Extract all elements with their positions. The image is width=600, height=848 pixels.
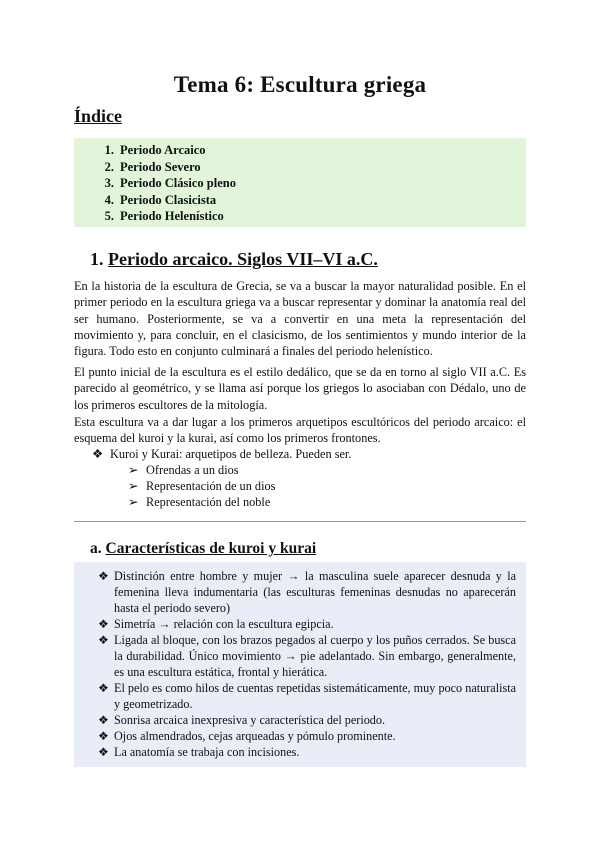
arrow-bullet-icon: ➢ xyxy=(128,495,139,509)
sub-bullet-text: Representación de un dios xyxy=(146,479,276,493)
sub-bullet xyxy=(128,462,239,478)
toc-item[interactable] xyxy=(92,192,526,209)
characteristic-item xyxy=(98,680,516,712)
toc-item-label: Periodo Clasicista xyxy=(120,192,217,207)
diamond-bullet-icon: ❖ xyxy=(98,745,109,759)
section-heading xyxy=(90,249,378,270)
arrow-bullet-icon: ➢ xyxy=(128,479,139,493)
toc-item-label: Periodo Arcaico xyxy=(120,143,206,157)
diamond-bullet-icon: ❖ xyxy=(98,569,109,583)
characteristic-item xyxy=(98,616,516,632)
toc-item-label: Periodo Helenístico xyxy=(120,209,224,223)
subsection-letter: a. xyxy=(90,540,102,557)
toc-item[interactable] xyxy=(92,142,526,159)
toc-item-number: 2. xyxy=(104,159,114,174)
characteristic-item xyxy=(98,632,516,680)
toc-item[interactable] xyxy=(92,208,526,225)
characteristic-text: La anatomía se trabaja con incisiones. xyxy=(114,745,300,759)
characteristic-text: Sonrisa arcaica inexpresiva y característica del periodo. xyxy=(114,713,386,727)
sub-bullet xyxy=(128,478,275,494)
subsection-title: Características de kuroi y kurai xyxy=(105,540,317,557)
characteristic-text: El pelo es como hilos de cuentas repetidas sistemáticamente, muy poco naturalista y geometrizado. xyxy=(114,681,516,711)
characteristic-item xyxy=(98,712,516,728)
index-heading: Índice xyxy=(74,106,123,126)
characteristics-box xyxy=(74,562,526,767)
sub-bullet-text: Ofrendas a un dios xyxy=(146,463,239,477)
section-title: Periodo arcaico. Siglos VII–VI a.C. xyxy=(108,249,378,269)
toc-item-number: 3. xyxy=(104,176,114,190)
sub-bullet xyxy=(128,494,270,510)
section-number: 1. xyxy=(90,249,104,269)
bullet-kuroi-kurai xyxy=(92,446,351,462)
diamond-bullet-icon: ❖ xyxy=(98,633,109,647)
table-of-contents xyxy=(74,138,526,227)
characteristic-text: Simetría → relación con la escultura egipcia. xyxy=(114,617,334,631)
toc-item[interactable] xyxy=(92,175,526,192)
characteristic-item xyxy=(98,744,516,760)
diamond-bullet-icon: ❖ xyxy=(98,713,109,727)
paragraph-dedalic: El punto inicial de la escultura es el estilo dedálico, que se da en torno al siglo VII a.C. Es parecido al geométrico, y se llama así porque los griegos lo asociaban con Dédalo, uno de los primeros escultores de la mitología. xyxy=(74,365,526,412)
toc-item-number: 5. xyxy=(104,209,114,223)
diamond-bullet-icon: ❖ xyxy=(98,729,109,743)
sub-bullet-text: Representación del noble xyxy=(146,495,271,509)
characteristic-item xyxy=(98,568,516,616)
bullet-text: Kuroi y Kurai: arquetipos de belleza. Pueden ser. xyxy=(110,447,352,461)
characteristic-text: Distinción entre hombre y mujer → la masculina suele aparecer desnuda y la femenina lleva indumentaria (las esculturas femeninas desnudas no aparecerán hasta el periodo severo) xyxy=(114,569,516,615)
characteristic-text: Ligada al bloque, con los brazos pegados al cuerpo y los puños cerrados. Se busca la durabilidad. Único movimiento → pie adelantado. Sin embargo, generalmente, es una escultura estática, frontal y hierática. xyxy=(114,633,516,679)
diamond-bullet-icon: ❖ xyxy=(98,617,109,631)
subsection-heading xyxy=(90,540,316,558)
page-title: Tema 6: Escultura griega xyxy=(173,72,427,97)
diamond-bullet-icon: ❖ xyxy=(98,681,109,695)
toc-item-number: 1. xyxy=(104,143,114,157)
toc-item[interactable] xyxy=(92,159,526,176)
arrow-bullet-icon: ➢ xyxy=(128,463,139,477)
toc-item-label: Periodo Severo xyxy=(120,159,201,174)
paragraph-archetypes: Esta escultura va a dar lugar a los primeros arquetipos escultóricos del periodo arcaico: el esquema del kuroi y la kurai, así como los primeros frontones. xyxy=(74,415,526,446)
toc-item-number: 4. xyxy=(104,192,114,207)
characteristic-text: Ojos almendrados, cejas arqueadas y pómulo prominente. xyxy=(114,729,396,743)
diamond-bullet-icon: ❖ xyxy=(92,447,104,461)
toc-item-label: Periodo Clásico pleno xyxy=(120,176,236,190)
horizontal-divider xyxy=(74,521,526,522)
characteristic-item xyxy=(98,728,516,744)
paragraph-intro: En la historia de la escultura de Grecia, se va a buscar la mayor naturalidad posible. En el primer periodo en la escultura griega va a buscar representar y dominar la anatomía real del ser humano. Posteriormente, se va a convertir en una meta la representación del movimiento y, para concluir, en el clasicismo, de los sentimientos y mundo interior de la figura. Todo esto en conjunto culminará a finales del periodo helenístico. xyxy=(74,279,526,359)
